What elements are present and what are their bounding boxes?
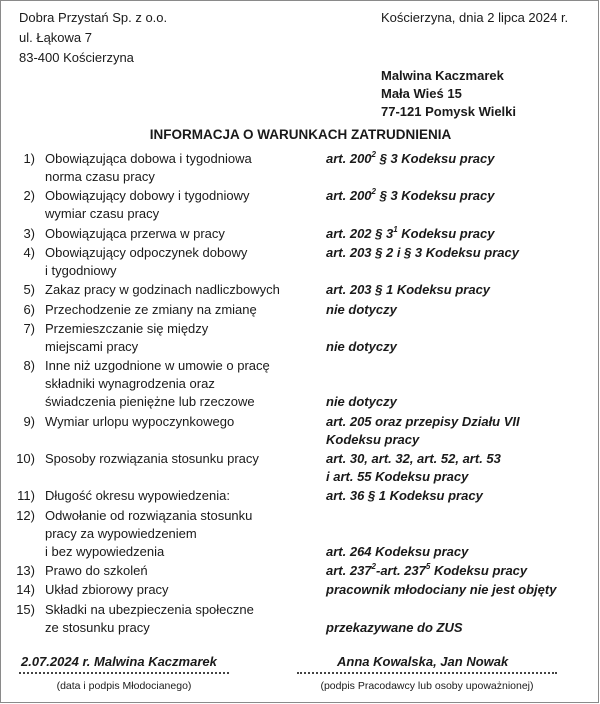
list-item-description: i bez wypowiedzenia: [45, 543, 165, 559]
list-item-description: norma czasu pracy: [45, 169, 155, 185]
list-item-description: Sposoby rozwiązania stosunku pracy: [45, 450, 259, 466]
employer-name: Dobra Przystań Sp. z o.o.: [19, 10, 168, 25]
list-item-number: 3): [23, 225, 35, 241]
list-item-description: Przechodzenie ze zmiany na zmianę: [45, 301, 257, 317]
list-item-legal-basis: art. $200^2$ § 3 Kodeksu pracy: [326, 150, 495, 166]
list-item-number: 7): [23, 320, 35, 336]
list-item: [1, 244, 600, 280]
list-item: [1, 487, 600, 505]
list-item-number: 14): [16, 582, 35, 598]
list-item-description: Wymiar urlopu wypoczynkowego: [45, 413, 235, 429]
list-item-number: 15): [16, 601, 35, 617]
employer-signature-line: [297, 672, 557, 674]
list-item-description: wymiar czasu pracy: [45, 206, 160, 222]
list-item-legal-basis: art. 205 oraz przepisy Działu VII: [326, 413, 520, 429]
list-item-description: Długość okresu wypowiedzenia:: [45, 488, 230, 504]
list-item: [1, 187, 600, 223]
list-item-legal-basis: Kodeksu pracy: [326, 431, 420, 447]
list-item-number: 13): [16, 563, 35, 578]
list-item: [1, 281, 600, 299]
list-item-number: 11): [17, 488, 35, 504]
list-item: [1, 581, 600, 599]
document-title: INFORMACJA O WARUNKACH ZATRUDNIENIA: [149, 127, 452, 142]
list-item-description: składniki wynagrodzenia oraz: [45, 376, 215, 392]
list-item: [1, 225, 600, 243]
list-item-legal-basis: art. 203 § 2 i § 3 Kodeksu pracy: [326, 244, 519, 260]
list-item: [1, 601, 600, 637]
list-item: [1, 301, 600, 319]
list-item-legal-basis: art. $237^2$-art. $237^5$ Kodeksu pracy: [326, 562, 528, 578]
list-item-description: świadczenia pieniężne lub rzeczowe: [45, 394, 255, 410]
list-item: [1, 507, 600, 561]
list-item: [1, 150, 600, 186]
list-item-legal-basis: art. 36 § 1 Kodeksu pracy: [326, 488, 483, 504]
list-item-legal-basis: art. 203 § 1 Kodeksu pracy: [326, 282, 491, 298]
list-item-description: Układ zbiorowy pracy: [45, 582, 169, 598]
employer-street: ul. Łąkowa 7: [19, 30, 92, 45]
list-item-description: Inne niż uzgodnione w umowie o pracę: [45, 358, 270, 374]
list-item-number: 1): [23, 151, 35, 166]
list-item-number: 12): [16, 507, 35, 523]
list-item-description: Obowiązująca dobowa i tygodniowa: [45, 151, 252, 166]
list-item-number: 9): [23, 413, 35, 429]
list-item-number: 5): [23, 282, 35, 298]
list-item-description: Odwołanie od rozwiązania stosunku: [45, 507, 253, 523]
list-item-description: Obowiązująca przerwa w pracy: [45, 225, 225, 241]
list-item-legal-basis: art. 30, art. 32, art. 52, art. 53: [326, 450, 501, 466]
list-item-legal-basis: pracownik młodociany nie jest objęty: [326, 582, 557, 598]
employer-city: 83-400 Kościerzyna: [19, 50, 134, 65]
place-date: Kościerzyna, dnia 2 lipca 2024 r.: [381, 10, 569, 25]
list-item-number: 8): [23, 358, 35, 374]
list-item-description: Obowiązujący dobowy i tygodniowy: [45, 188, 250, 204]
list-item: [1, 562, 600, 580]
list-item: [1, 413, 600, 449]
list-item-description: pracy za wypowiedzeniem: [45, 525, 197, 541]
employee-signature: 2.07.2024 r. Malwina Kaczmarek: [21, 654, 217, 669]
recipient-name: Malwina Kaczmarek: [381, 68, 504, 83]
list-item-legal-basis: nie dotyczy: [326, 338, 397, 354]
list-item: [1, 450, 600, 486]
recipient-city: 77-121 Pomysk Wielki: [381, 104, 517, 119]
list-item-number: 10): [16, 450, 35, 466]
employer-signature: Anna Kowalska, Jan Nowak: [337, 654, 509, 669]
list-item-number: 4): [23, 244, 35, 260]
list-item-description: Składki na ubezpieczenia społeczne: [45, 601, 254, 617]
list-item-legal-basis: art. $200^2$ § 3 Kodeksu pracy: [326, 187, 495, 204]
list-item-description: i tygodniowy: [45, 263, 117, 279]
list-item-legal-basis: art. 202 § $3^1$ Kodeksu pracy: [326, 224, 495, 241]
list-item-description: Przemieszczanie się między: [45, 320, 209, 336]
list-item-description: miejscami pracy: [45, 338, 139, 354]
employee-signature-caption: (data i podpis Młodocianego): [56, 680, 192, 692]
list-item-legal-basis: nie dotyczy: [326, 394, 397, 410]
list-item-description: Prawo do szkoleń: [45, 563, 148, 578]
list-item-legal-basis: przekazywane do ZUS: [326, 619, 463, 635]
recipient-street: Mała Wieś 15: [381, 86, 462, 101]
list-item-description: ze stosunku pracy: [45, 619, 150, 635]
list-item: [1, 357, 600, 411]
list-item-legal-basis: i art. 55 Kodeksu pracy: [326, 469, 469, 485]
employer-signature-caption: (podpis Pracodawcy lub osoby upoważnionej): [320, 680, 534, 692]
list-item-number: 2): [23, 188, 35, 204]
list-item-legal-basis: nie dotyczy: [326, 301, 397, 317]
list-item-number: 6): [23, 301, 35, 317]
list-item-description: Obowiązujący odpoczynek dobowy: [45, 244, 248, 260]
list-item: [1, 320, 600, 356]
employee-signature-line: [19, 672, 229, 674]
list-item-legal-basis: art. 264 Kodeksu pracy: [326, 543, 469, 559]
list-item-description: Zakaz pracy w godzinach nadliczbowych: [45, 282, 280, 298]
